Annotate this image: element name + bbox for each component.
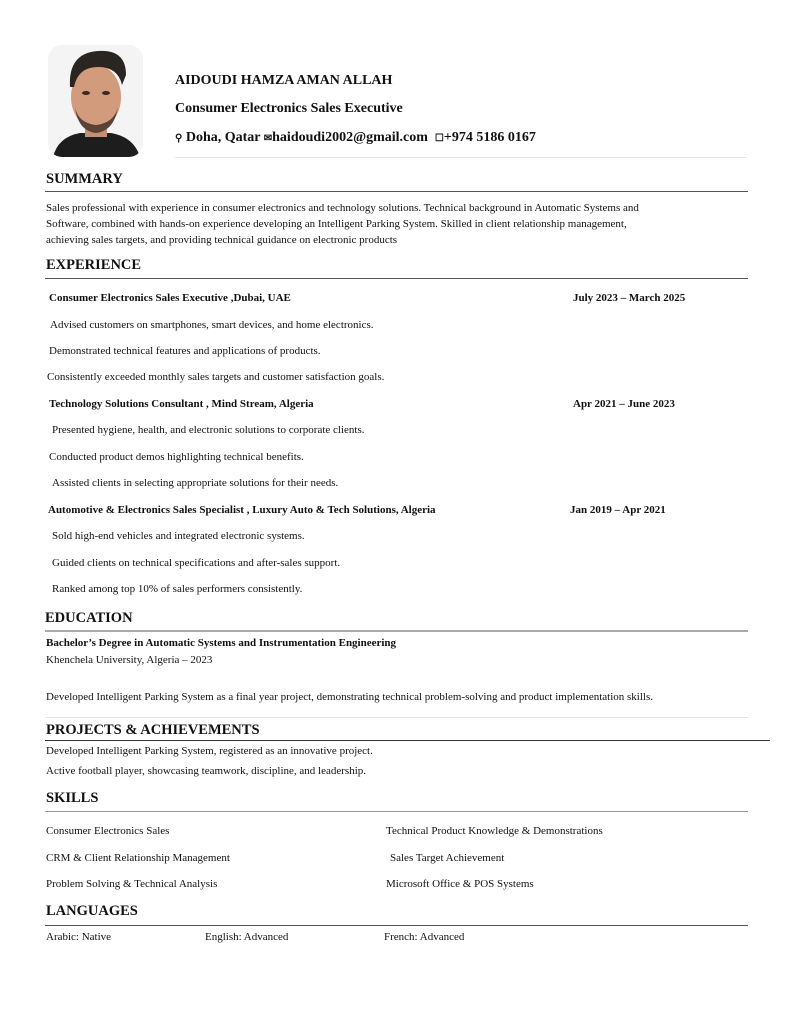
divider bbox=[45, 740, 770, 741]
job-bullet: Presented hygiene, health, and electronic solutions to corporate clients. bbox=[52, 424, 365, 436]
job-bullet: Sold high-end vehicles and integrated electronic systems. bbox=[52, 530, 305, 542]
skills-heading: SKILLS bbox=[46, 790, 99, 806]
job-title: Consumer Electronics Sales Executive ,Dubai, UAE bbox=[49, 292, 291, 304]
contact-line bbox=[175, 129, 536, 148]
job-bullet: Assisted clients in selecting appropriate solutions for their needs. bbox=[52, 477, 339, 489]
profile-photo bbox=[48, 45, 143, 157]
divider bbox=[45, 191, 748, 192]
skill-item: Consumer Electronics Sales bbox=[46, 825, 170, 837]
language-item: Arabic: Native bbox=[46, 931, 112, 943]
education-heading: EDUCATION bbox=[45, 610, 133, 626]
skill-item: Problem Solving & Technical Analysis bbox=[46, 878, 218, 890]
location-pin-icon: ⚲ bbox=[175, 133, 183, 144]
divider bbox=[45, 630, 748, 632]
job-dates: July 2023 – March 2025 bbox=[573, 292, 686, 304]
project-item: Developed Intelligent Parking System, registered as an innovative project. bbox=[46, 745, 373, 757]
languages-heading: LANGUAGES bbox=[46, 903, 138, 919]
divider bbox=[45, 811, 748, 812]
job-dates: Apr 2021 – June 2023 bbox=[573, 398, 675, 410]
summary-heading: SUMMARY bbox=[46, 171, 123, 187]
job-bullet: Advised customers on smartphones, smart devices, and home electronics. bbox=[50, 319, 374, 331]
divider bbox=[45, 925, 748, 926]
job-bullet: Demonstrated technical features and applications of products. bbox=[49, 345, 321, 357]
phone: +974 5186 0167 bbox=[443, 130, 536, 145]
projects-heading: PROJECTS & ACHIEVEMENTS bbox=[46, 722, 260, 738]
skill-item: CRM & Client Relationship Management bbox=[46, 852, 230, 864]
location: Doha, Qatar bbox=[185, 130, 261, 145]
summary-line: Software, combined with hands-on experience developing an Intelligent Parking System. Skilled in client relationship management, bbox=[46, 218, 627, 230]
candidate-title: Consumer Electronics Sales Executive bbox=[175, 101, 403, 116]
job-title: Technology Solutions Consultant , Mind Stream, Algeria bbox=[49, 398, 314, 410]
candidate-name: AIDOUDI HAMZA AMAN ALLAH bbox=[175, 73, 393, 88]
degree: Bachelor’s Degree in Automatic Systems and Instrumentation Engineering bbox=[46, 637, 397, 649]
skill-item: Technical Product Knowledge & Demonstrations bbox=[386, 825, 603, 837]
school: Khenchela University, Algeria – 2023 bbox=[46, 654, 213, 666]
skill-item: Microsoft Office & POS Systems bbox=[386, 878, 534, 890]
project-item: Active football player, showcasing teamwork, discipline, and leadership. bbox=[46, 765, 366, 777]
language-item: French: Advanced bbox=[384, 931, 465, 943]
job-bullet: Conducted product demos highlighting technical benefits. bbox=[49, 451, 304, 463]
divider bbox=[45, 717, 748, 718]
education-note: Developed Intelligent Parking System as a final year project, demonstrating technical problem-solving and product implementation skills. bbox=[46, 691, 653, 703]
summary-line: achieving sales targets, and providing technical guidance on electronic products bbox=[46, 234, 398, 246]
phone-icon: ☐ bbox=[434, 133, 444, 144]
skill-item: Sales Target Achievement bbox=[390, 852, 505, 864]
envelope-icon: ✉ bbox=[263, 133, 273, 144]
divider bbox=[45, 278, 748, 279]
header-divider bbox=[175, 157, 747, 158]
experience-heading: EXPERIENCE bbox=[46, 257, 142, 273]
summary-line: Sales professional with experience in consumer electronics and technology solutions. Technical background in Automatic Systems and bbox=[46, 202, 639, 214]
job-title: Automotive & Electronics Sales Specialist , Luxury Auto & Tech Solutions, Algeria bbox=[48, 504, 436, 516]
job-bullet: Consistently exceeded monthly sales targets and customer satisfaction goals. bbox=[47, 371, 385, 383]
language-item: English: Advanced bbox=[205, 931, 289, 943]
job-dates: Jan 2019 – Apr 2021 bbox=[570, 504, 666, 516]
email-link[interactable]: haidoudi2002@gmail.com bbox=[272, 130, 428, 145]
job-bullet: Ranked among top 10% of sales performers consistently. bbox=[52, 583, 303, 595]
job-bullet: Guided clients on technical specifications and after-sales support. bbox=[52, 557, 341, 569]
